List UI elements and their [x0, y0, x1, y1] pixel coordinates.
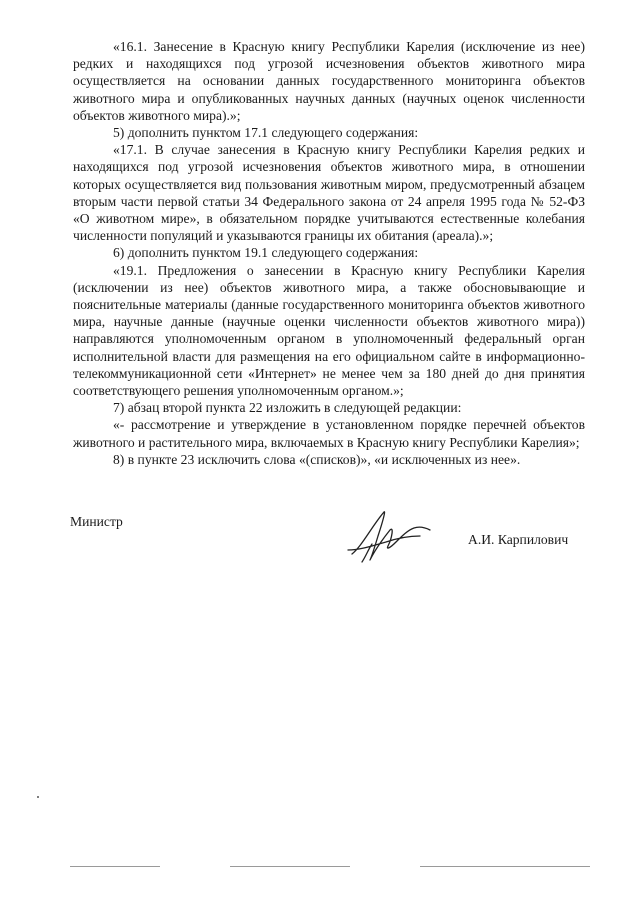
paragraph-16-1: «16.1. Занесение в Красную книгу Республики Карелия (исключение из нее) редких и находящихся под угрозой исчезновения объектов животного мира осуществляется на основании данных государственного мониторинга объектов животного мира и опубликованных научных данных (научных оценок численности объектов животного мира).»; [73, 39, 585, 123]
paragraph-19-1: «19.1. Предложения о занесении в Красную книгу Республики Карелия (исключении из нее) объектов животного мира, а также обосновывающие и пояснительные материалы (данные государственного мониторинга объектов животного мира, научные данные (научные оценки численности объектов животного мира)) направляются уполномоченным органом в уполномоченный федеральный орган исполнительной власти для размещения на его официальном сайте в информационно-телекоммуникационной сети «Интернет» не менее чем за 180 дней до дня принятия соответствующего решения уполномоченным органом.»; [73, 262, 585, 399]
scan-artifact-line [70, 866, 160, 867]
signer-name: А.И. Карпилович [468, 532, 569, 547]
paragraph-item-7: 7) абзац второй пункта 22 изложить в следующей редакции: [113, 400, 462, 416]
scan-speck [37, 796, 39, 798]
signature-block [70, 506, 590, 576]
scan-artifact-line [230, 866, 350, 867]
handwritten-signature [342, 506, 432, 566]
scan-artifact-line [420, 866, 590, 867]
paragraph-item-8: 8) в пункте 23 исключить слова «(списков)», «и исключенных из нее». [113, 451, 521, 467]
document-body [73, 38, 585, 468]
paragraph-17-1: «17.1. В случае занесения в Красную книгу Республики Карелия редких и находящихся под угрозой исчезновения объектов животного мира, в отношении которых осуществляется вид пользования животным миром, предусмотренный абзацем вторым части первой статьи 34 Федерального закона от 24 апреля 1995 года № 52-ФЗ «О животном мире», в обязательном порядке учитываются естественные колебания численности популяций и указываются границы их обитания (ареала).»; [73, 142, 585, 244]
paragraph-item-6: 6) дополнить пунктом 19.1 следующего содержания: [113, 245, 419, 261]
paragraph-item-5: 5) дополнить пунктом 17.1 следующего содержания: [113, 125, 419, 141]
paragraph-item-22-text: «- рассмотрение и утверждение в установленном порядке перечней объектов животного и растительного мира, включаемых в Красную книгу Республики Карелия»; [73, 417, 585, 450]
signer-title: Министр [70, 514, 123, 529]
